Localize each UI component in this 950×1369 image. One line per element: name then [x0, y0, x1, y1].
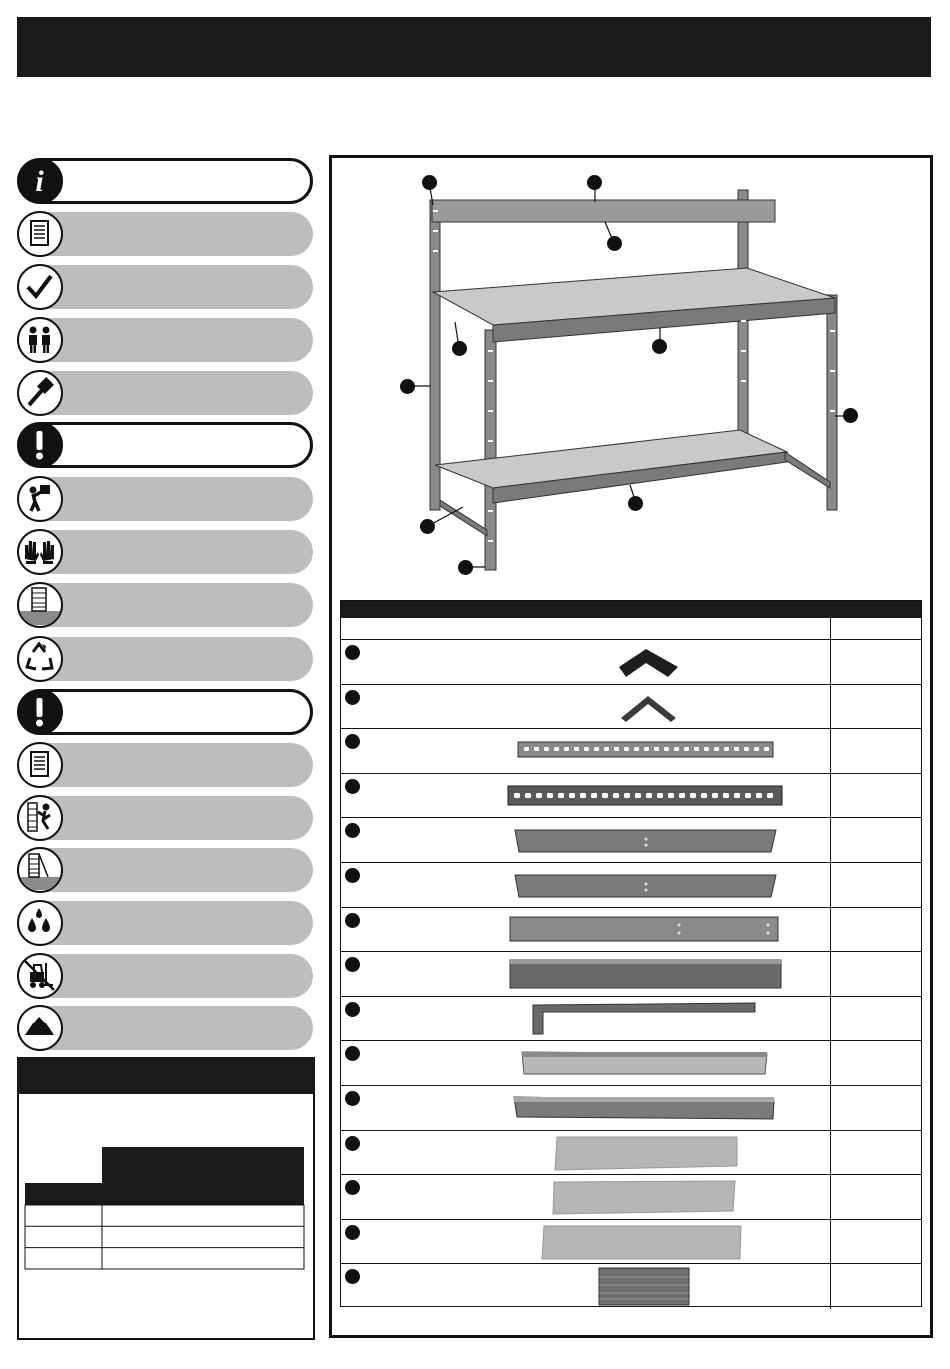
part-row: [341, 951, 921, 997]
chipboard-panel-icon: [553, 1134, 739, 1172]
water-drops-icon: [17, 900, 63, 946]
slot-hole: [614, 747, 619, 751]
callout-marker: [420, 519, 435, 534]
slot-hole: [524, 747, 529, 751]
instruction-row: [17, 476, 313, 522]
slot-hole: [654, 747, 659, 751]
part-row: [341, 773, 921, 819]
checkmark-icon: [17, 264, 63, 310]
slot-hole: [635, 793, 641, 798]
callout-marker: [587, 175, 602, 190]
two-people-icon: [17, 317, 63, 363]
part-row: [341, 1085, 921, 1131]
instruction-row: [17, 847, 313, 893]
corner-cap-icon: [616, 643, 682, 681]
floor-level-shelf-icon: [17, 582, 63, 628]
instruction-row: [17, 1005, 313, 1051]
slot-hole: [554, 747, 559, 751]
part-row: [341, 907, 921, 953]
slot-hole: [657, 793, 663, 798]
long-upright-icon: [506, 784, 786, 809]
instruction-row: [17, 742, 313, 788]
part-row: [341, 728, 921, 774]
part-number-marker: [345, 779, 360, 794]
part-number-marker: [345, 1136, 360, 1151]
slot-hole: [644, 747, 649, 751]
slot-hole: [602, 793, 608, 798]
callout-marker: [422, 175, 437, 190]
slot-hole: [664, 747, 669, 751]
slot-hole: [723, 793, 729, 798]
long-beam-icon: [513, 871, 778, 901]
part-number-marker: [345, 645, 360, 660]
slot-hole: [574, 747, 579, 751]
instruction-row: [17, 370, 313, 416]
recycle-icon: [17, 636, 63, 682]
callout-marker: [400, 379, 415, 394]
slot-hole: [694, 747, 699, 751]
corner-bracket-icon: [616, 688, 682, 726]
info-row: [17, 158, 313, 204]
parts-table-header: [341, 601, 921, 618]
instruction-row: [17, 582, 313, 628]
part-number-marker: [345, 1225, 360, 1240]
part-number-marker: [345, 957, 360, 972]
slot-hole: [744, 747, 749, 751]
slot-hole: [754, 747, 759, 751]
exclamation-icon: [17, 422, 63, 468]
shelf-on-floor-icon: [17, 847, 63, 893]
slot-hole: [756, 793, 762, 798]
load-capacity-table: [17, 1057, 315, 1340]
long-beam-icon: [508, 914, 780, 946]
slot-hole: [712, 793, 718, 798]
slot-hole: [591, 793, 597, 798]
instruction-row: [17, 317, 313, 363]
slot-hole: [624, 793, 630, 798]
callout-marker: [452, 341, 467, 356]
no-climbing-icon: [17, 795, 63, 841]
slot-hole: [584, 747, 589, 751]
slot-hole: [690, 793, 696, 798]
title-bar: [17, 17, 931, 77]
gloves-icon: [17, 529, 63, 575]
rubber-mallet-icon: [17, 370, 63, 416]
slot-hole: [613, 793, 619, 798]
instruction-row: [17, 264, 313, 310]
chipboard-panel-icon: [541, 1223, 743, 1261]
uniform-load-icon: [17, 1005, 63, 1051]
slot-hole: [767, 793, 773, 798]
slot-hole: [684, 747, 689, 751]
slot-hole: [604, 747, 609, 751]
instruction-row: [17, 900, 313, 946]
part-row: [341, 1219, 921, 1265]
part-number-marker: [345, 1269, 360, 1284]
part-row: [341, 1174, 921, 1220]
part-row: [341, 684, 921, 730]
part-number-marker: [345, 1180, 360, 1195]
part-row: [341, 817, 921, 863]
slot-hole: [534, 747, 539, 751]
slot-hole: [624, 747, 629, 751]
slot-hole: [714, 747, 719, 751]
part-row: [341, 996, 921, 1042]
slot-hole: [580, 793, 586, 798]
parts-list-table: [340, 600, 922, 1307]
lifting-box-icon: [17, 476, 63, 522]
slot-hole: [764, 747, 769, 751]
part-number-marker: [345, 823, 360, 838]
instruction-row: [17, 795, 313, 841]
slot-hole: [536, 793, 542, 798]
part-number-marker: [345, 734, 360, 749]
chipboard-panel-icon: [551, 1178, 737, 1216]
slot-hole: [734, 793, 740, 798]
document-icon: [17, 211, 63, 257]
instruction-row: [17, 636, 313, 682]
instruction-row: [17, 211, 313, 257]
part-number-marker: [345, 913, 360, 928]
document-icon: [17, 742, 63, 788]
workbench-illustration: [395, 170, 865, 580]
info-icon: [17, 158, 63, 204]
part-number-marker: [345, 1002, 360, 1017]
slot-hole: [674, 747, 679, 751]
part-number-marker: [345, 868, 360, 883]
warning-row: [17, 689, 313, 735]
part-number-marker: [345, 1091, 360, 1106]
shelf-support-icon: [511, 1093, 777, 1123]
callout-marker: [843, 408, 858, 423]
slot-hole: [701, 793, 707, 798]
no-forklift-icon: [17, 953, 63, 999]
slot-hole: [514, 793, 520, 798]
cross-brace-icon: [527, 1000, 762, 1038]
long-beam-icon: [513, 826, 778, 856]
part-row: [341, 862, 921, 908]
part-row: [341, 1040, 921, 1086]
slot-hole: [544, 747, 549, 751]
slot-hole: [734, 747, 739, 751]
exclamation-icon: [17, 689, 63, 735]
instruction-row: [17, 953, 313, 999]
instruction-row: [17, 529, 313, 575]
slot-hole: [558, 793, 564, 798]
chipboard-stack-icon: [597, 1265, 692, 1307]
part-row: [341, 1130, 921, 1176]
slot-hole: [745, 793, 751, 798]
slot-hole: [724, 747, 729, 751]
svg-text:i: i: [35, 165, 44, 198]
slot-hole: [646, 793, 652, 798]
callout-marker: [607, 236, 622, 251]
short-upright-icon: [516, 739, 776, 761]
slot-hole: [668, 793, 674, 798]
slot-hole: [634, 747, 639, 751]
callout-marker: [652, 339, 667, 354]
slot-hole: [564, 747, 569, 751]
part-number-marker: [345, 690, 360, 705]
slot-hole: [525, 793, 531, 798]
slot-hole: [679, 793, 685, 798]
short-beam-icon: [508, 957, 783, 991]
part-row: [341, 1263, 921, 1309]
part-row: [341, 639, 921, 685]
callout-marker: [628, 496, 643, 511]
shelf-support-icon: [519, 1048, 771, 1078]
warning-row: [17, 422, 313, 468]
part-number-marker: [345, 1046, 360, 1061]
slot-hole: [704, 747, 709, 751]
slot-hole: [569, 793, 575, 798]
slot-hole: [594, 747, 599, 751]
slot-hole: [547, 793, 553, 798]
callout-marker: [458, 560, 473, 575]
